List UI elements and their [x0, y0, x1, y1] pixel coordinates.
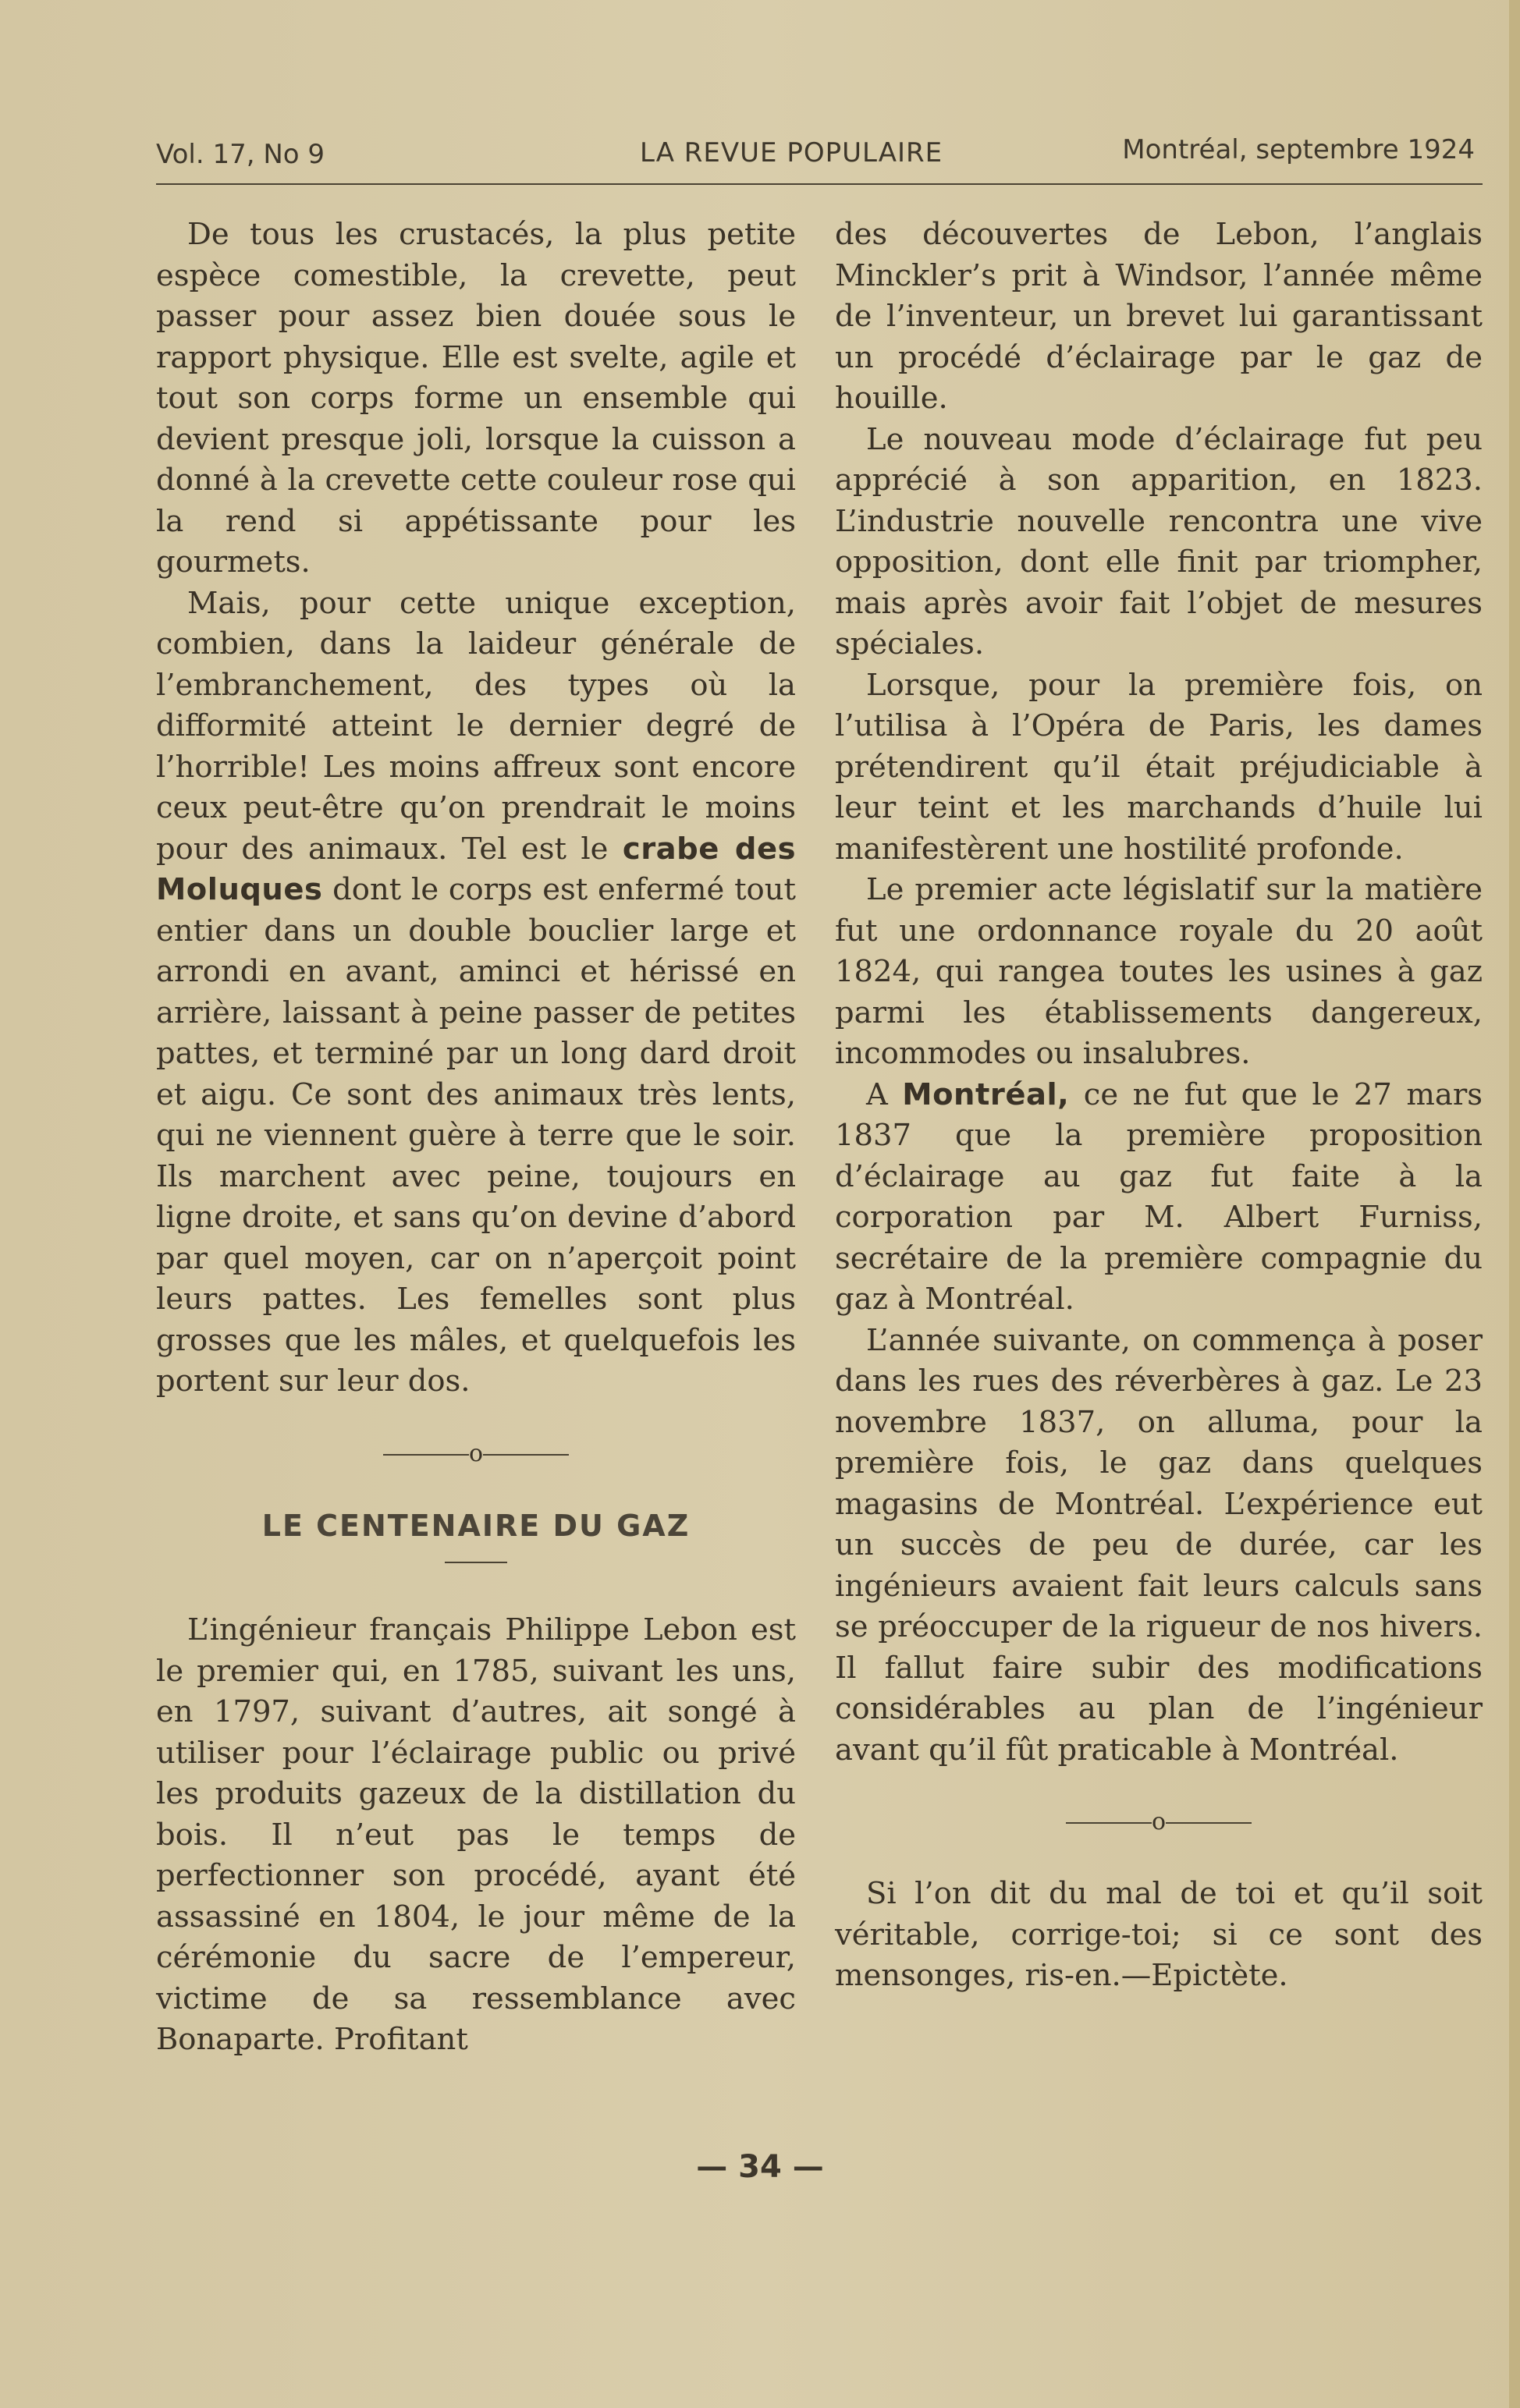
quote-text: Si l’on dit du mal de toi et qu’il soit véritable, corrige-toi; si ce sont des mensonges, ris-en.—Epictète.: [835, 1876, 1483, 1993]
page-number: — 34 —: [696, 2149, 824, 2185]
separator-mark: o: [468, 1439, 484, 1467]
paragraph-ordonnance: Le premier acte législatif sur la matière fut une ordonnance royale du 20 août 1824, qui rangea toutes les usines à gaz parmi les établissements dangereux, incommodes ou insalubres.: [835, 872, 1483, 1071]
paragraph-lebon: L’ingénieur français Philippe Lebon est le premier qui, en 1785, suivant les uns, en 1797, suivant d’autres, ait songé à utiliser pour l’éclairage public ou privé les produits gazeux de la distillation du bois. Il n’eut pas le temps de perfectionner son procédé, ayant été assassiné en 1804, le jour même de la cérémonie du sacre de l’empereur, victime de sa ressemblance avec Bonaparte. Profitant: [156, 1612, 796, 2057]
emphasis-crabe: crabe des Moluques: [156, 831, 796, 907]
paragraph-text: Mais, pour cette unique exception, combien, dans la laideur générale de l’embranchement, des types où la difformité atteint le dernier degré de l’horrible! Les moins affreux sont encore ceux peut-être qu’on prendrait le moins pour des animaux. Tel est le: [156, 585, 796, 867]
section-separator: [835, 1802, 1483, 1842]
emphasis-montreal: Montréal,: [902, 1076, 1070, 1112]
page-edge: [1509, 0, 1520, 2408]
paragraph-text: ce ne fut que le 27 mars 1837 que la première proposition d’éclairage au gaz fut faite à la corporation par M. Albert Furniss, secrétaire de la première compagnie du gaz à Montréal.: [835, 1076, 1483, 1317]
separator-mark: o: [1151, 1808, 1167, 1835]
left-column: [156, 215, 796, 2061]
paragraph-crevette: De tous les crustacés, la plus petite espèce comestible, la crevette, peut passer pour assez bien douée sous le rapport physique. Elle est svelte, agile et tout son corps forme un ensemble qui devient presque joli, lorsque la cuisson a donné à la crevette cette couleur rose qui la rend si appétissante pour les gourmets.: [156, 217, 796, 580]
right-column: [835, 215, 1483, 1997]
paragraph-crabe: [156, 583, 796, 1403]
volume-number: Vol. 17, No 9: [156, 139, 325, 170]
paragraph-text: dont le corps est enfermé tout entier dans un double bouclier large et arrondi en avant, aminci et hérissé en arrière, laissant à peine passer de petites pattes, et terminé par un long dard droit et aigu. Ce sont des animaux très lents, qui ne viennent guère à terre que le soir. Ils marchent avec peine, toujours en ligne droite, et sans qu’on devine d’abord par quel moyen, car on n’aperçoit point leurs pattes. Les femelles sont plus grosses que les mâles, et quelquefois les portent sur leur dos.: [156, 872, 796, 1399]
paragraph-annee-suivante: L’année suivante, on commença à poser dans les rues des réverbères à gaz. Le 23 novembre 1837, on alluma, pour la première fois, le gaz dans quelques magasins de Montréal. L’expérience eut un succès de peu de durée, car les ingénieurs avaient fait leurs calculs sans se préoccuper de la rigueur de nos hivers. Il fallut faire subir des modifications considérables au plan de l’ingénieur avant qu’il fût praticable à Montréal.: [835, 1322, 1483, 1768]
section-separator: [156, 1434, 796, 1474]
paragraph-mode: Le nouveau mode d’éclairage fut peu apprécié à son apparition, en 1823. L’industrie nouvelle rencontra une vive opposition, dont elle finit par triompher, mais après avoir fait l’objet de mesures spéciales.: [835, 421, 1483, 661]
running-header: [156, 134, 1475, 173]
paragraph-opera: Lorsque, pour la première fois, on l’utilisa à l’Opéra de Paris, les dames prétendirent qu’il était préjudiciable à leur teint et les marchands d’huile lui manifestèrent une hostilité profonde.: [835, 667, 1483, 867]
heading-rule: [445, 1562, 507, 1563]
article-heading: LE CENTENAIRE DU GAZ: [261, 1508, 691, 1543]
header-rule: [156, 183, 1483, 185]
epictete-quote: [835, 1874, 1483, 1997]
publication-title: LA REVUE POPULAIRE: [640, 137, 943, 168]
issue-date: Montréal, septembre 1924: [1122, 134, 1475, 165]
paragraph-text: A: [866, 1076, 888, 1112]
paragraph-montreal: [835, 1075, 1483, 1321]
paragraph-continued: des découvertes de Lebon, l’anglais Minckler’s prit à Windsor, l’année même de l’inventeur, un brevet lui garantissant un procédé d’éclairage par le gaz de houille.: [835, 217, 1483, 416]
